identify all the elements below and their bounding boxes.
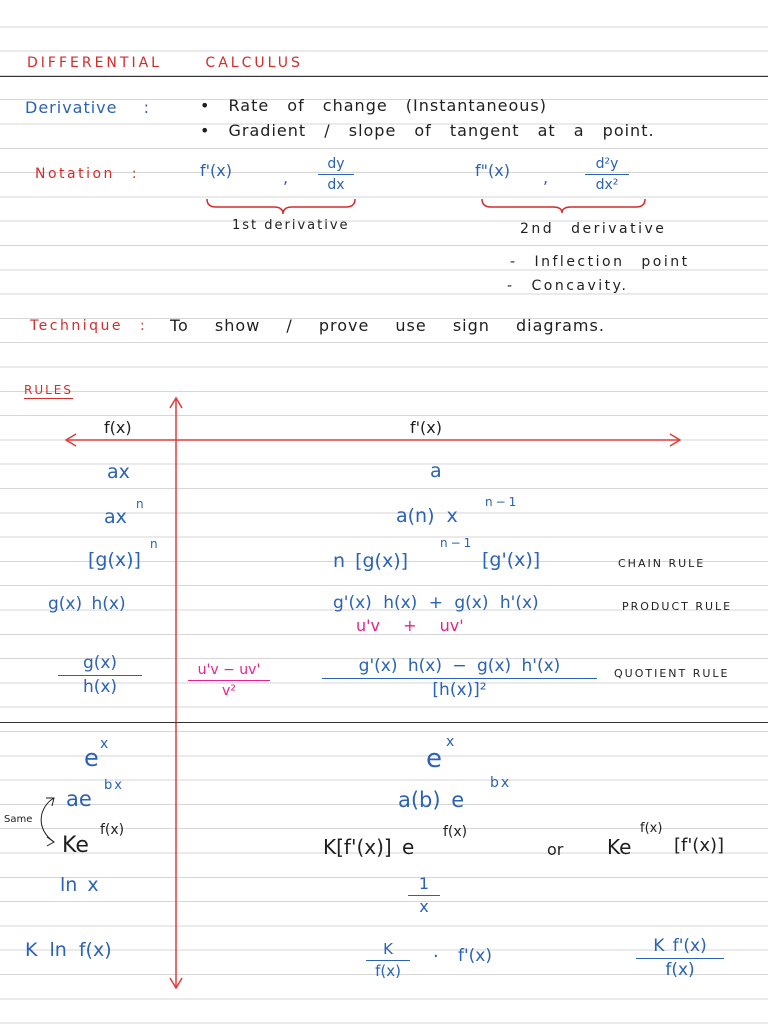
fraction-denominator: x: [419, 897, 429, 916]
arrow-right-icon: [670, 434, 680, 446]
second-derivative-use-concavity: - Concavity.: [507, 278, 629, 294]
rule-power-derivative: a(n) x: [396, 505, 458, 527]
rule-log-general-derivative-fraction: [366, 942, 410, 979]
rule-log-general-derivative-alt: [636, 938, 724, 979]
rule-exp-scaled-function-exponent: bx: [104, 778, 124, 793]
fraction-denominator: [h(x)]²: [432, 680, 487, 700]
rule-exp-function-exponent: x: [100, 736, 109, 752]
derivative-label: Derivative :: [25, 98, 150, 117]
rule-exp-derivative: e: [426, 744, 442, 774]
second-derivative-prime: f"(x): [475, 161, 510, 180]
fraction-denominator: h(x): [82, 677, 118, 697]
first-derivative-leibniz: [318, 157, 354, 192]
curly-brace-icon: [482, 199, 645, 213]
fraction-numerator: dy: [327, 156, 345, 172]
rule-quotient-name: QUOTIENT RULE: [614, 667, 730, 680]
brace-first-derivative: [207, 199, 355, 214]
rule-product-name: PRODUCT RULE: [622, 600, 733, 613]
fraction-numerator: 1: [418, 874, 430, 893]
rule-linear-derivative: a: [430, 460, 442, 482]
rule-exp-general-derivative-exponent: f(x): [443, 824, 468, 840]
curved-arrow-icon: [41, 798, 54, 842]
arrowhead-right-icon: [47, 837, 54, 846]
rule-log-derivative: [408, 876, 440, 915]
fraction-numerator: u'v − uv': [197, 662, 261, 678]
rule-exp-derivative-exponent: x: [446, 734, 455, 750]
fraction-denominator: v²: [222, 683, 236, 699]
rule-chain-name: CHAIN RULE: [618, 557, 706, 570]
brace-second-derivative: [482, 199, 645, 213]
or-connector: or: [547, 840, 564, 859]
second-derivative-use-inflection: - Inflection point: [510, 254, 690, 270]
rule-exp-scaled-derivative: a(b) e: [398, 788, 465, 812]
derivative-point-rate: • Rate of change (Instantaneous): [200, 96, 547, 115]
rule-chain-derivative-exponent: n−1: [440, 536, 475, 550]
multiply-dot: ·: [433, 946, 439, 967]
notation-separator: ,: [283, 168, 289, 187]
rule-product-function: g(x) h(x): [48, 594, 126, 614]
rule-power-function: ax: [104, 506, 127, 528]
rule-chain-derivative-outer: n [g(x)]: [333, 550, 409, 572]
rule-exp-general-alt: Ke: [607, 835, 632, 859]
fraction-bar: [585, 174, 629, 175]
fraction-bar: [322, 678, 597, 679]
rule-chain-function: [g(x)]: [88, 549, 141, 571]
rules-header-derivative: f'(x): [410, 418, 442, 437]
rule-log-function: ln x: [60, 874, 99, 896]
fraction-numerator: d²y: [595, 156, 619, 172]
arrow-down-icon: [170, 978, 182, 988]
technique-text: To show / prove use sign diagrams.: [170, 316, 605, 335]
rule-exp-general-alt-factor: [f'(x)]: [674, 835, 725, 856]
second-derivative-leibniz: [585, 157, 629, 192]
first-derivative-prime: f'(x): [200, 161, 232, 180]
rules-header-function: f(x): [104, 418, 132, 437]
rule-log-general-function: K ln f(x): [25, 939, 112, 961]
fraction-numerator: g'(x) h(x) − g(x) h'(x): [358, 656, 561, 676]
fraction-bar: [318, 174, 354, 175]
notation-separator: ,: [543, 168, 549, 187]
rules-label: RULES: [24, 383, 74, 397]
fraction-denominator: dx²: [595, 177, 619, 193]
rule-log-general-derivative-factor: f'(x): [458, 946, 492, 966]
rule-chain-derivative-inner: [g'(x)]: [482, 549, 541, 571]
technique-label: Technique :: [30, 318, 148, 334]
arrow-up-icon: [170, 398, 182, 408]
rule-exp-general-function-exponent: f(x): [100, 822, 125, 838]
rule-power-function-exponent: n: [136, 497, 145, 511]
fraction-bar: [408, 895, 440, 896]
section-divider: [0, 722, 768, 723]
rule-exp-scaled-derivative-exponent: bx: [490, 775, 512, 791]
fraction-bar: [188, 680, 270, 681]
same-note: Same: [4, 814, 33, 825]
same-connector-arrow: [41, 798, 54, 846]
fraction-bar: [366, 960, 410, 961]
rule-product-derivative: g'(x) h(x) + g(x) h'(x): [333, 593, 539, 613]
fraction-numerator: g(x): [82, 653, 118, 673]
second-derivative-caption: 2nd derivative: [520, 221, 667, 237]
fraction-bar: [636, 958, 724, 959]
derivative-point-gradient: • Gradient / slope of tangent at a point.: [200, 121, 655, 140]
rule-exp-general-derivative: K[f'(x)] e: [323, 835, 415, 859]
arrowhead-up-icon: [46, 798, 54, 806]
fraction-numerator: K f'(x): [653, 936, 707, 956]
rule-product-uv-form: u'v + uv': [356, 616, 464, 635]
fraction-denominator: f(x): [375, 962, 401, 980]
title-divider: [0, 76, 768, 77]
rules-horizontal-axis: [66, 434, 680, 446]
rule-exp-general-alt-exponent: f(x): [640, 821, 663, 836]
rule-quotient-function: [58, 655, 142, 696]
rules-vertical-axis: [170, 398, 182, 988]
rule-quotient-derivative: [322, 658, 597, 699]
fraction-numerator: K: [383, 940, 393, 958]
rule-linear-function: ax: [107, 461, 130, 483]
curly-brace-icon: [207, 199, 355, 214]
rule-exp-function: e: [84, 744, 99, 772]
fraction-denominator: f(x): [665, 960, 695, 980]
notation-label: Notation :: [35, 166, 140, 182]
fraction-denominator: dx: [327, 177, 345, 193]
first-derivative-caption: 1st derivative: [232, 218, 350, 233]
rule-chain-function-exponent: n: [150, 537, 159, 551]
page-title: DIFFERENTIAL CALCULUS: [27, 55, 303, 71]
rule-quotient-uv-form: [188, 663, 270, 698]
arrow-left-icon: [66, 434, 76, 446]
rule-power-derivative-exponent: n−1: [485, 495, 520, 509]
fraction-bar: [58, 675, 142, 676]
rule-exp-scaled-function: ae: [66, 787, 92, 811]
rule-exp-general-function: Ke: [62, 833, 89, 858]
